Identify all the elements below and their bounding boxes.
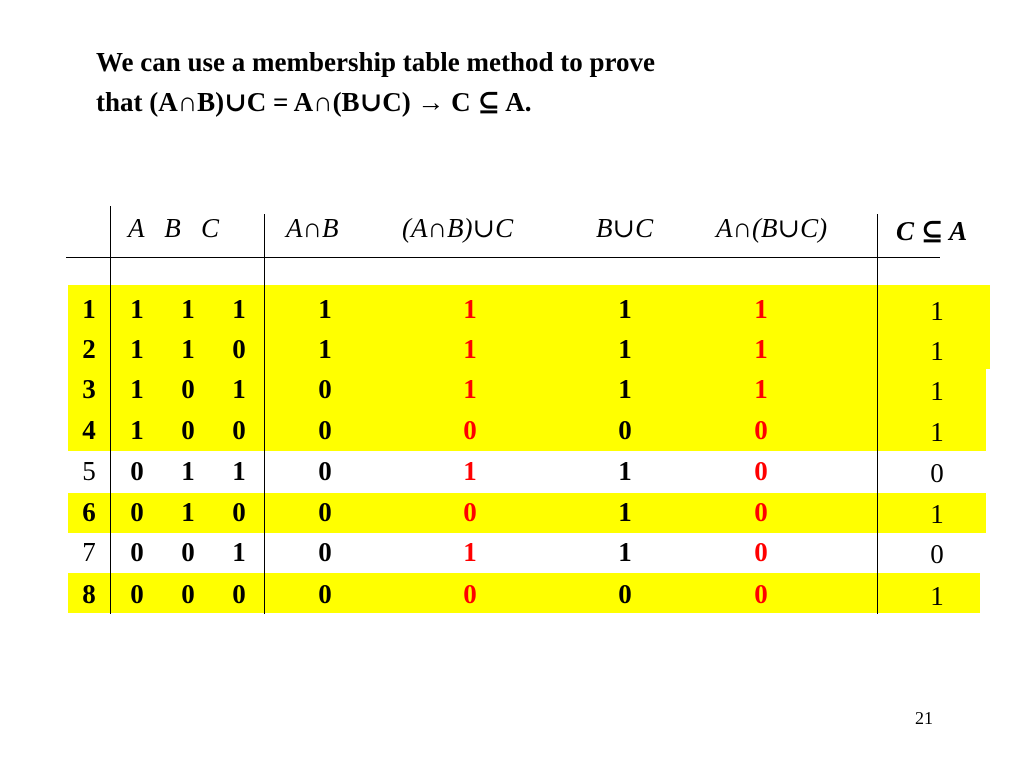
cell-a: 1 [130, 415, 144, 445]
row-number: 5 [82, 456, 96, 486]
header-abc: A B C [128, 213, 220, 243]
cell-aandb-or-c: 1 [463, 334, 477, 364]
cell-c-subset-a: 1 [930, 376, 944, 406]
row-number: 6 [82, 497, 96, 527]
cell-a-and-borc: 0 [754, 579, 768, 609]
cell-b: 0 [181, 415, 195, 445]
cell-aandb-or-c: 1 [463, 456, 477, 486]
cell-c-subset-a: 1 [930, 581, 944, 611]
header-a-and-b: A∩B [286, 213, 339, 243]
slide-title [96, 42, 655, 122]
header-c-subset-a: C ⊆ A [896, 216, 968, 246]
cell-b: 0 [181, 374, 195, 404]
cell-c-subset-a: 0 [930, 458, 944, 488]
cell-aandb-or-c: 0 [463, 415, 477, 445]
table-row [0, 451, 1024, 491]
header-b-or-c: B∪C [596, 213, 654, 243]
page-number: 21 [915, 708, 933, 728]
cell-b: 1 [181, 294, 195, 324]
row-number: 1 [82, 294, 96, 324]
cell-a-and-b: 1 [318, 334, 332, 364]
cell-b-or-c: 1 [618, 294, 632, 324]
title-line-2: that (A∩B)∪C = A∩(B∪C) → C ⊆ A. [96, 87, 532, 117]
cell-b-or-c: 0 [618, 579, 632, 609]
cell-a-and-borc: 1 [754, 334, 768, 364]
cell-b-or-c: 1 [618, 497, 632, 527]
cell-c: 1 [232, 294, 246, 324]
cell-a-and-borc: 0 [754, 415, 768, 445]
cell-c: 1 [232, 537, 246, 567]
table-row [0, 410, 1024, 450]
cell-c-subset-a: 1 [930, 499, 944, 529]
table-row [0, 574, 1024, 614]
row-number: 7 [82, 537, 96, 567]
table-row [0, 532, 1024, 572]
cell-b: 0 [181, 579, 195, 609]
cell-a: 0 [130, 579, 144, 609]
header-rule [66, 257, 940, 258]
row-number: 2 [82, 334, 96, 364]
cell-c: 1 [232, 456, 246, 486]
cell-a-and-b: 0 [318, 456, 332, 486]
cell-c-subset-a: 1 [930, 336, 944, 366]
cell-b-or-c: 0 [618, 415, 632, 445]
row-number: 4 [82, 415, 96, 445]
cell-a-and-b: 0 [318, 537, 332, 567]
cell-a-and-borc: 0 [754, 537, 768, 567]
cell-a-and-borc: 1 [754, 294, 768, 324]
cell-c: 0 [232, 415, 246, 445]
cell-a: 1 [130, 334, 144, 364]
cell-aandb-or-c: 0 [463, 579, 477, 609]
cell-a-and-borc: 0 [754, 497, 768, 527]
cell-b-or-c: 1 [618, 537, 632, 567]
cell-aandb-or-c: 1 [463, 374, 477, 404]
cell-b: 1 [181, 334, 195, 364]
cell-c: 0 [232, 497, 246, 527]
cell-aandb-or-c: 1 [463, 294, 477, 324]
cell-a: 0 [130, 497, 144, 527]
table-row [0, 369, 1024, 409]
row-number: 8 [82, 579, 96, 609]
cell-a-and-b: 0 [318, 415, 332, 445]
cell-a: 1 [130, 374, 144, 404]
cell-a-and-b: 0 [318, 374, 332, 404]
table-row [0, 329, 1024, 369]
cell-b-or-c: 1 [618, 456, 632, 486]
row-number: 3 [82, 374, 96, 404]
cell-b: 0 [181, 537, 195, 567]
cell-a-and-b: 0 [318, 497, 332, 527]
cell-c: 0 [232, 579, 246, 609]
cell-c: 0 [232, 334, 246, 364]
cell-a-and-b: 0 [318, 579, 332, 609]
cell-c: 1 [232, 374, 246, 404]
cell-aandb-or-c: 0 [463, 497, 477, 527]
cell-a-and-borc: 1 [754, 374, 768, 404]
cell-b-or-c: 1 [618, 334, 632, 364]
header-aandb-or-c: (A∩B)∪C [402, 213, 514, 243]
table-row [0, 492, 1024, 532]
cell-b: 1 [181, 497, 195, 527]
cell-aandb-or-c: 1 [463, 537, 477, 567]
title-line-1: We can use a membership table method to prove [96, 47, 655, 77]
cell-a: 1 [130, 294, 144, 324]
cell-b: 1 [181, 456, 195, 486]
cell-a: 0 [130, 456, 144, 486]
cell-c-subset-a: 1 [930, 296, 944, 326]
table-row [0, 289, 1024, 329]
cell-c-subset-a: 1 [930, 417, 944, 447]
cell-c-subset-a: 0 [930, 539, 944, 569]
cell-a-and-borc: 0 [754, 456, 768, 486]
cell-b-or-c: 1 [618, 374, 632, 404]
cell-a-and-b: 1 [318, 294, 332, 324]
header-a-and-borc: A∩(B∪C) [716, 213, 828, 243]
cell-a: 0 [130, 537, 144, 567]
